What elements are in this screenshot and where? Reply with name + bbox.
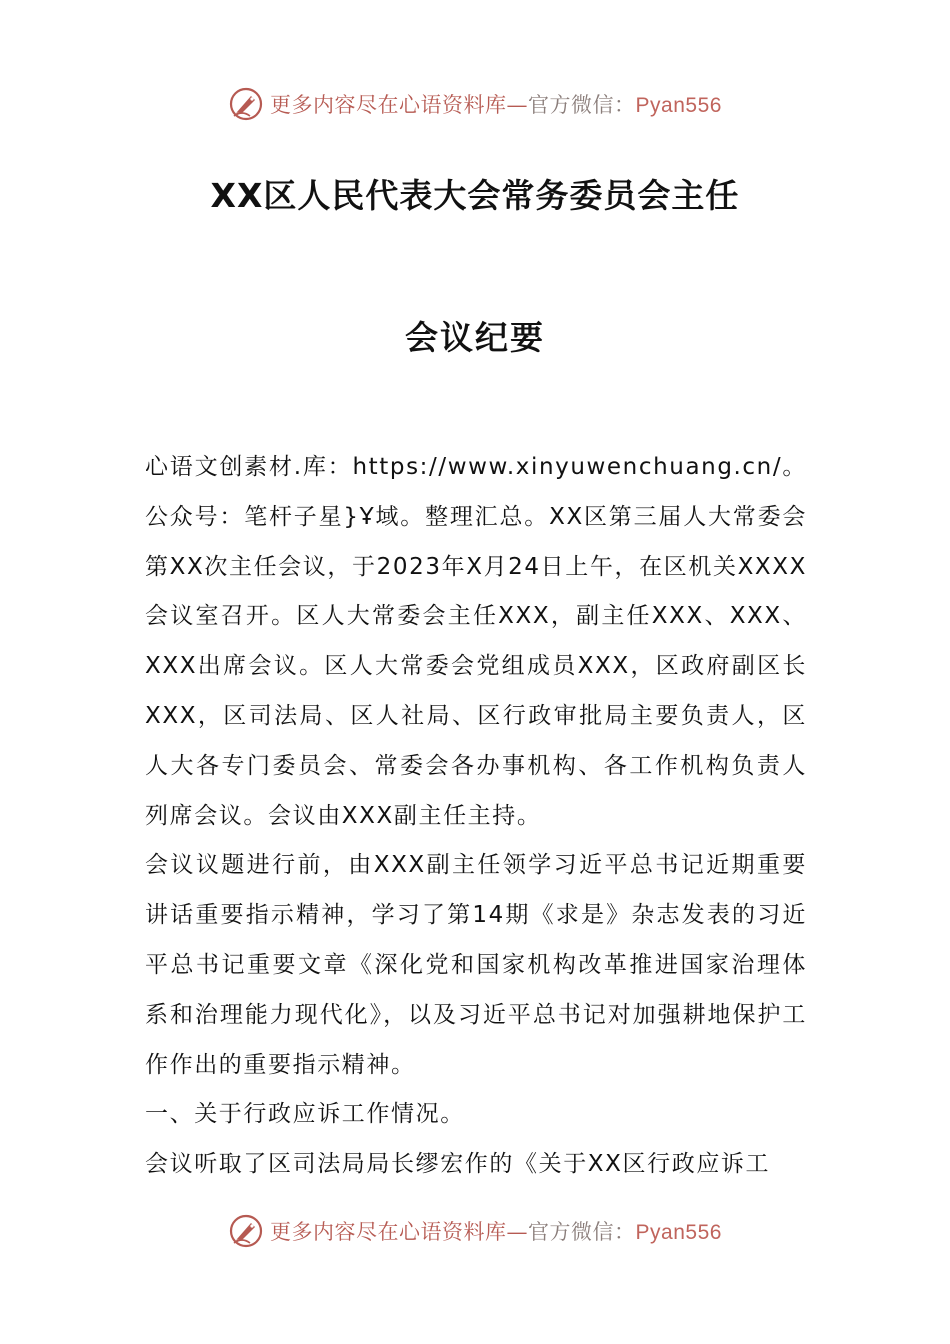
- document-subtitle: 会议纪要: [405, 318, 545, 357]
- banner-main-text: 更多内容尽在心语资料库: [270, 93, 507, 117]
- document-title: XX区人民代表大会常务委员会主任: [210, 176, 740, 215]
- paragraph-intro: 心语文创素材.库：https://www.xinyuwenchuang.cn/。公众号：笔杆子星}Ұ域。整理汇总。XX区第三届人大常委会第XX次主任会议，于2023年X月24日上午，在区机关XXXX会议室召开。区人大常委会主任XXX，副主任XXX、XXX、XXX出席会议。区人大常委会党组成员XXX，区政府副区长XXX，区司法局、区人社局、区行政审批局主要负责人，区人大各专门委员会、常委会各办事机构、各工作机构负责人列席会议。会议由XXX副主任主持。: [145, 454, 807, 829]
- banner-main-text: 更多内容尽在心语资料库: [270, 1220, 507, 1244]
- banner-dash: —: [506, 93, 529, 117]
- pen-nib-logo-icon: [228, 1213, 264, 1249]
- section-heading-1: 一、关于行政应诉工作情况。: [145, 1101, 465, 1128]
- banner-dash: —: [506, 1220, 529, 1244]
- banner-text: [270, 89, 722, 119]
- paragraph-study: 会议议题进行前，由XXX副主任领学习近平总书记近期重要讲话重要指示精神，学习了第14期《求是》杂志发表的习近平总书记重要文章《深化党和国家机构改革推进国家治理体系和治理能力现代化》，以及习近平总书记对加强耕地保护工作作出的重要指示精神。: [145, 852, 807, 1078]
- banner-label: 官方微信：: [528, 93, 636, 117]
- footer-banner: [0, 1211, 950, 1251]
- banner-wechat-id: Pyan556: [635, 1221, 722, 1244]
- banner-wechat-id: Pyan556: [635, 94, 722, 117]
- document-body: [145, 443, 807, 1190]
- paragraph-section-1: 会议听取了区司法局局长缪宏作的《关于XX区行政应诉工: [145, 1151, 771, 1178]
- pen-nib-logo-icon: [228, 86, 264, 122]
- banner-label: 官方微信：: [528, 1220, 636, 1244]
- banner-text: [270, 1216, 722, 1246]
- header-banner: [0, 84, 950, 124]
